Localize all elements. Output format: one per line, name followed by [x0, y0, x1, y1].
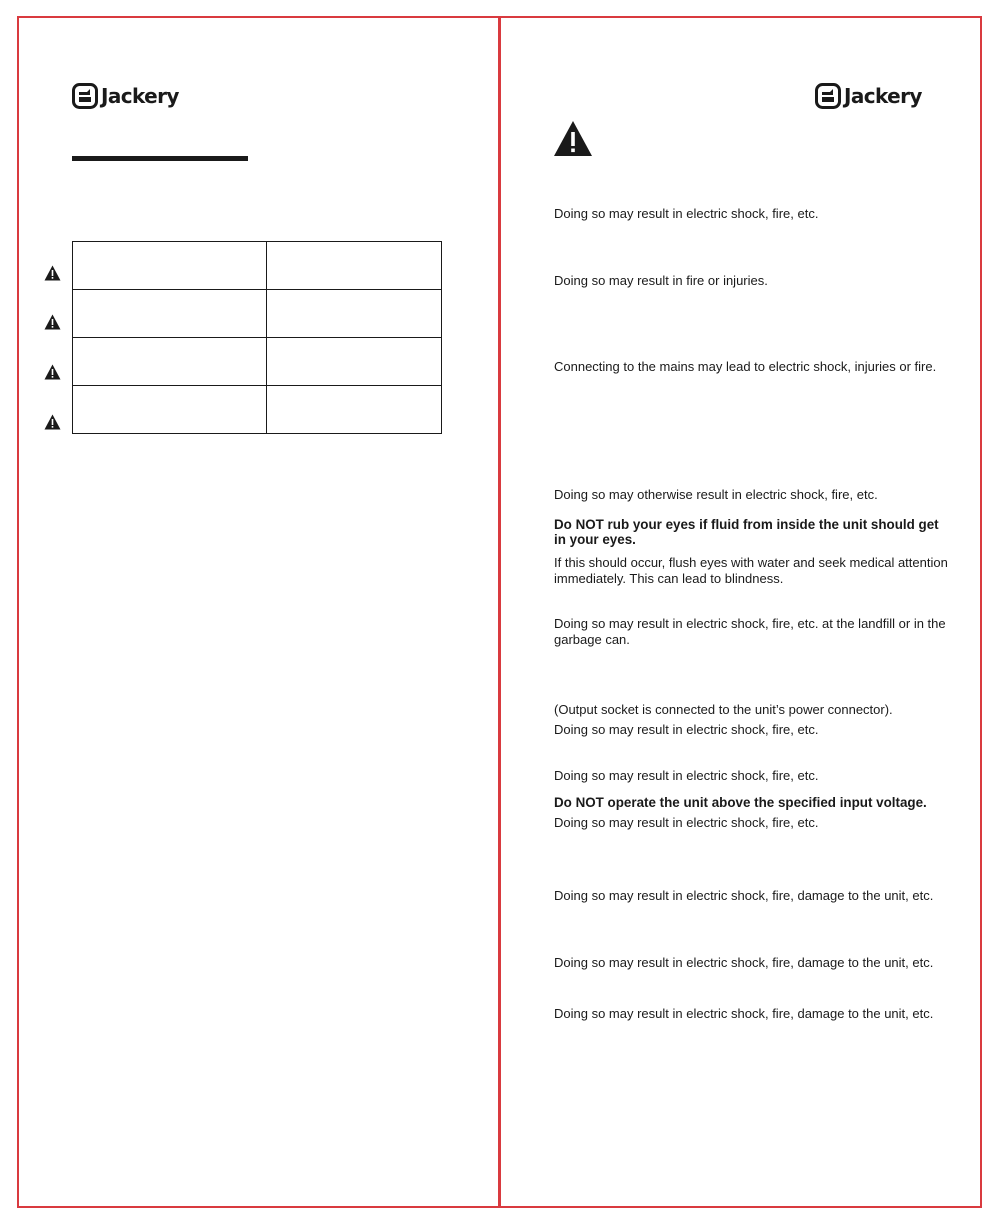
table-row: [73, 386, 442, 434]
right-page: [498, 16, 982, 1208]
jackery-logo-icon: [72, 83, 98, 109]
safety-paragraph: Doing so may result in electric shock, fire, damage to the unit, etc.: [554, 1006, 934, 1021]
jackery-wordmark: Jackery: [101, 84, 179, 108]
table-row: [73, 290, 442, 338]
jackery-wordmark: Jackery: [844, 84, 922, 108]
warning-triangle-icon: [44, 314, 61, 330]
warning-triangle-icon: [44, 265, 61, 281]
table-cell: [73, 242, 267, 290]
safety-paragraph: Doing so may result in electric shock, fire, etc.: [554, 815, 819, 830]
left-page: [17, 16, 501, 1208]
table-cell: [73, 290, 267, 338]
warning-legend-table: [72, 241, 442, 434]
safety-paragraph: Doing so may result in electric shock, fire, damage to the unit, etc.: [554, 955, 934, 970]
table-row: [73, 338, 442, 386]
warning-triangle-icon: [44, 414, 61, 430]
safety-heading-bold: Do NOT rub your eyes if fluid from inside the unit should get in your eyes.: [554, 517, 939, 547]
safety-paragraph: Doing so may result in fire or injuries.: [554, 273, 768, 288]
safety-paragraph: Doing so may result in electric shock, fire, etc.: [554, 768, 819, 783]
section-title-underline: [72, 156, 248, 161]
safety-paragraph: Doing so may otherwise result in electric shock, fire, etc.: [554, 487, 878, 502]
safety-paragraph: Doing so may result in electric shock, fire, etc.: [554, 206, 819, 221]
jackery-logo: [815, 81, 922, 111]
table-cell: [73, 386, 267, 434]
safety-paragraph: Doing so may result in electric shock, fire, damage to the unit, etc.: [554, 888, 934, 903]
table-cell: [267, 338, 442, 386]
table-cell: [267, 242, 442, 290]
warning-triangle-icon: [44, 364, 61, 380]
safety-paragraph: (Output socket is connected to the unit’s power connector).: [554, 702, 893, 717]
jackery-logo: [72, 81, 179, 111]
safety-heading-bold: Do NOT operate the unit above the specified input voltage.: [554, 795, 927, 810]
safety-paragraph: Connecting to the mains may lead to electric shock, injuries or fire.: [554, 359, 937, 374]
table-row: [73, 242, 442, 290]
safety-paragraph: Doing so may result in electric shock, fire, etc. at the landfill or in the garbage can.: [554, 616, 946, 647]
jackery-logo-icon: [815, 83, 841, 109]
safety-paragraph: If this should occur, flush eyes with water and seek medical attention immediately. This can lead to blindness.: [554, 555, 948, 586]
table-cell: [267, 386, 442, 434]
table-cell: [73, 338, 267, 386]
safety-paragraph: Doing so may result in electric shock, fire, etc.: [554, 722, 819, 737]
table-cell: [267, 290, 442, 338]
warning-triangle-icon: [553, 120, 593, 157]
